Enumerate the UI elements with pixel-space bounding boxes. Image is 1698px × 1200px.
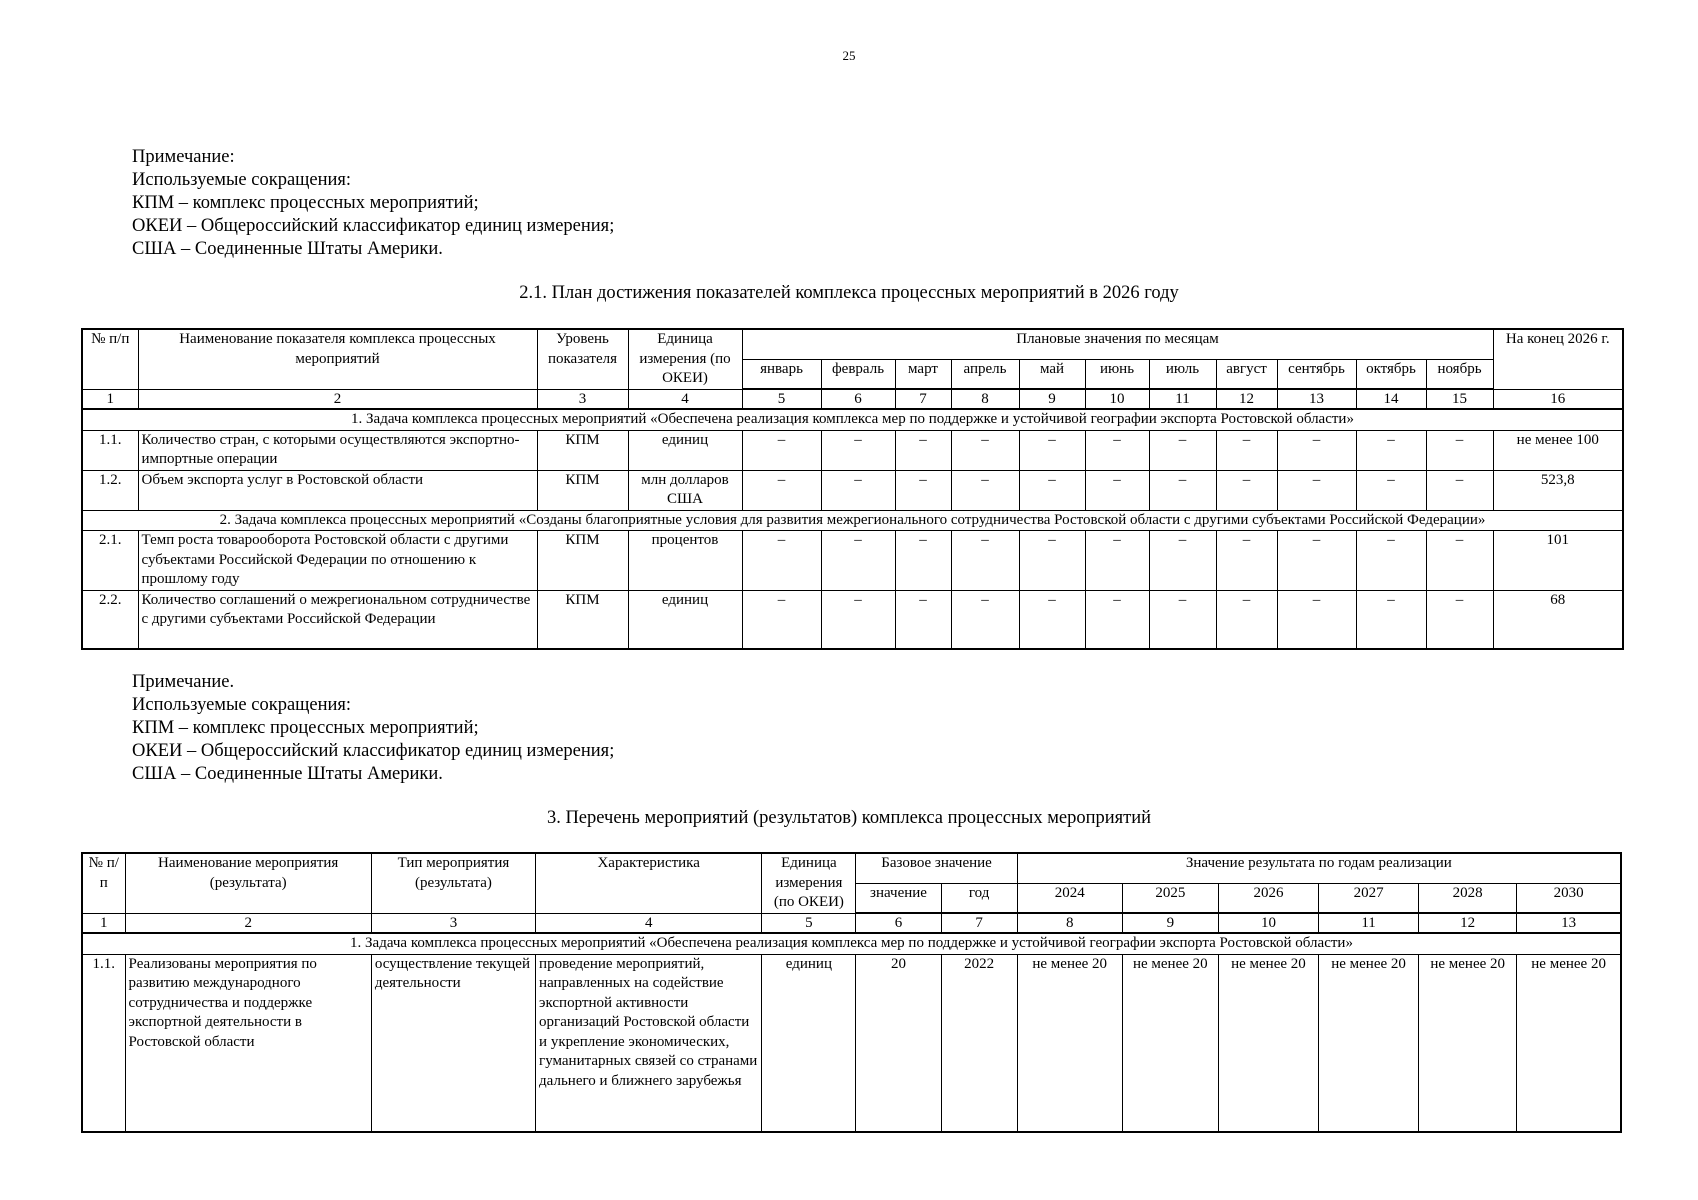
month-value: – xyxy=(821,590,895,649)
row-num: 1.2. xyxy=(82,470,138,510)
month-value: – xyxy=(1277,430,1356,470)
column-number: 5 xyxy=(742,389,821,409)
header-unit: Единица измерения (по ОКЕИ) xyxy=(628,329,742,389)
column-number: 8 xyxy=(1017,913,1122,933)
month-value: – xyxy=(951,531,1019,591)
header-month: январь xyxy=(742,359,821,389)
note-abbreviations-2 xyxy=(132,671,614,786)
column-number: 11 xyxy=(1319,913,1419,933)
header-year: 2028 xyxy=(1419,883,1517,913)
header-num: № п/п xyxy=(82,853,125,913)
activity-characteristic: проведение мероприятий, направленных на содействие экспортной активности организаций Ростовской области и укрепление экономических, гуманитарных связей со странами дальнего и ближнего зарубежья xyxy=(536,954,762,1132)
month-value: – xyxy=(895,590,951,649)
header-month: июнь xyxy=(1085,359,1149,389)
header-base-value: Базовое значение xyxy=(856,853,1017,883)
note-subtitle: Используемые сокращения: xyxy=(132,695,352,715)
header-month: сентябрь xyxy=(1277,359,1356,389)
task-1-row: 1. Задача комплекса процессных мероприятий «Обеспечена реализация комплекса мер по поддержке и устойчивой географии экспорта Ростовской области» xyxy=(82,933,1621,954)
row-num: 1.1. xyxy=(82,954,125,1132)
note-title: Примечание. xyxy=(132,672,235,692)
indicators-plan-table xyxy=(81,328,1624,650)
indicator-name: Количество стран, с которыми осуществляются экспортно-импортные операции xyxy=(138,430,537,470)
note-line: США – Соединенные Штаты Америки. xyxy=(132,239,443,259)
column-number: 9 xyxy=(1122,913,1218,933)
activities-list-table xyxy=(81,852,1622,1133)
task-1-row: 1. Задача комплекса процессных мероприятий «Обеспечена реализация комплекса мер по поддержке и устойчивой географии экспорта Ростовской области» xyxy=(82,409,1623,430)
month-value: – xyxy=(742,470,821,510)
month-value: – xyxy=(742,590,821,649)
header-years-title: Значение результата по годам реализации xyxy=(1017,853,1621,883)
month-value: – xyxy=(1277,590,1356,649)
header-year: 2026 xyxy=(1218,883,1318,913)
indicator-level: КПМ xyxy=(537,470,628,510)
base-value: 20 xyxy=(856,954,941,1132)
month-value: – xyxy=(1019,531,1085,591)
header-activity-type: Тип мероприятия (результата) xyxy=(371,853,535,913)
column-number: 8 xyxy=(951,389,1019,409)
column-number: 7 xyxy=(895,389,951,409)
year-value: не менее 20 xyxy=(1218,954,1318,1132)
indicator-unit: единиц xyxy=(628,430,742,470)
indicator-unit: процентов xyxy=(628,531,742,591)
month-value: – xyxy=(1019,470,1085,510)
column-number: 4 xyxy=(628,389,742,409)
indicator-level: КПМ xyxy=(537,590,628,649)
header-month: май xyxy=(1019,359,1085,389)
month-value: – xyxy=(1149,590,1216,649)
row-num: 2.1. xyxy=(82,531,138,591)
column-number: 11 xyxy=(1149,389,1216,409)
month-value: – xyxy=(951,430,1019,470)
month-value: – xyxy=(742,531,821,591)
note-line: США – Соединенные Штаты Америки. xyxy=(132,764,443,784)
column-number: 9 xyxy=(1019,389,1085,409)
header-indicator-name: Наименование показателя комплекса процессных мероприятий xyxy=(138,329,537,389)
note-line: ОКЕИ – Общероссийский классификатор единиц измерения; xyxy=(132,741,615,761)
indicator-level: КПМ xyxy=(537,430,628,470)
month-value: – xyxy=(821,470,895,510)
indicator-name: Объем экспорта услуг в Ростовской области xyxy=(138,470,537,510)
month-value: – xyxy=(1085,430,1149,470)
month-value: – xyxy=(1085,470,1149,510)
column-number: 12 xyxy=(1216,389,1277,409)
header-year: 2030 xyxy=(1517,883,1621,913)
header-num: № п/п xyxy=(82,329,138,389)
header-month: ноябрь xyxy=(1426,359,1493,389)
month-value: – xyxy=(1356,470,1426,510)
header-base-value-year: год xyxy=(941,883,1017,913)
indicator-unit: единиц xyxy=(628,590,742,649)
column-number: 12 xyxy=(1419,913,1517,933)
month-value: – xyxy=(821,430,895,470)
section-3-title: 3. Перечень мероприятий (результатов) комплекса процессных мероприятий xyxy=(546,808,1152,828)
month-value: – xyxy=(1216,590,1277,649)
activity-unit: единиц xyxy=(762,954,856,1132)
month-value: – xyxy=(895,430,951,470)
column-number: 7 xyxy=(941,913,1017,933)
header-month: март xyxy=(895,359,951,389)
end-of-year-value: не менее 100 xyxy=(1493,430,1623,470)
end-of-year-value: 101 xyxy=(1493,531,1623,591)
note-title: Примечание: xyxy=(132,147,235,167)
month-value: – xyxy=(951,590,1019,649)
indicator-unit: млн долларов США xyxy=(628,470,742,510)
year-value: не менее 20 xyxy=(1319,954,1419,1132)
month-value: – xyxy=(1426,590,1493,649)
year-value: не менее 20 xyxy=(1122,954,1218,1132)
month-value: – xyxy=(895,470,951,510)
month-value: – xyxy=(821,531,895,591)
month-value: – xyxy=(1019,590,1085,649)
column-number: 5 xyxy=(762,913,856,933)
month-value: – xyxy=(742,430,821,470)
column-number: 14 xyxy=(1356,389,1426,409)
month-value: – xyxy=(1149,430,1216,470)
page-number: 25 xyxy=(842,48,856,63)
year-value: не менее 20 xyxy=(1017,954,1122,1132)
task-2-row: 2. Задача комплекса процессных мероприятий «Созданы благоприятные условия для развития межрегионального сотрудничества Ростовской области с другими субъектами Российской Федерации» xyxy=(82,510,1623,531)
column-number: 4 xyxy=(536,913,762,933)
month-value: – xyxy=(1426,430,1493,470)
month-value: – xyxy=(1216,470,1277,510)
header-month: октябрь xyxy=(1356,359,1426,389)
row-num: 1.1. xyxy=(82,430,138,470)
column-number: 1 xyxy=(82,389,138,409)
note-abbreviations-1 xyxy=(132,146,614,261)
header-month: февраль xyxy=(821,359,895,389)
column-number: 2 xyxy=(125,913,371,933)
column-number: 10 xyxy=(1085,389,1149,409)
note-subtitle: Используемые сокращения: xyxy=(132,170,352,190)
header-year: 2024 xyxy=(1017,883,1122,913)
column-number: 15 xyxy=(1426,389,1493,409)
month-value: – xyxy=(1277,470,1356,510)
column-number: 13 xyxy=(1517,913,1621,933)
section-2-1-title: 2.1. План достижения показателей комплекса процессных мероприятий в 2026 году xyxy=(519,283,1179,303)
header-activity-name: Наименование мероприятия (результата) xyxy=(125,853,371,913)
column-number: 10 xyxy=(1218,913,1318,933)
row-num: 2.2. xyxy=(82,590,138,649)
column-number: 1 xyxy=(82,913,125,933)
column-number: 2 xyxy=(138,389,537,409)
month-value: – xyxy=(1085,590,1149,649)
header-month: апрель xyxy=(951,359,1019,389)
note-line: КПМ – комплекс процессных мероприятий; xyxy=(132,718,479,738)
header-year: 2027 xyxy=(1319,883,1419,913)
month-value: – xyxy=(1426,531,1493,591)
column-number: 3 xyxy=(537,389,628,409)
month-value: – xyxy=(1149,470,1216,510)
header-planned-months: Плановые значения по месяцам xyxy=(742,329,1493,359)
column-number: 3 xyxy=(371,913,535,933)
note-line: КПМ – комплекс процессных мероприятий; xyxy=(132,193,479,213)
month-value: – xyxy=(1085,531,1149,591)
end-of-year-value: 68 xyxy=(1493,590,1623,649)
month-value: – xyxy=(951,470,1019,510)
month-value: – xyxy=(1356,590,1426,649)
month-value: – xyxy=(1356,531,1426,591)
month-value: – xyxy=(1426,470,1493,510)
indicator-name: Количество соглашений о межрегиональном сотрудничестве с другими субъектами Российской Федерации xyxy=(138,590,537,649)
header-end-of-year: На конец 2026 г. xyxy=(1493,329,1623,389)
indicator-level: КПМ xyxy=(537,531,628,591)
month-value: – xyxy=(1019,430,1085,470)
header-base-value-value: значение xyxy=(856,883,941,913)
month-value: – xyxy=(895,531,951,591)
column-number: 16 xyxy=(1493,389,1623,409)
month-value: – xyxy=(1216,531,1277,591)
header-month: июль xyxy=(1149,359,1216,389)
end-of-year-value: 523,8 xyxy=(1493,470,1623,510)
base-year: 2022 xyxy=(941,954,1017,1132)
year-value: не менее 20 xyxy=(1517,954,1621,1132)
header-month: август xyxy=(1216,359,1277,389)
header-year: 2025 xyxy=(1122,883,1218,913)
column-number: 13 xyxy=(1277,389,1356,409)
month-value: – xyxy=(1149,531,1216,591)
column-number: 6 xyxy=(856,913,941,933)
month-value: – xyxy=(1356,430,1426,470)
note-line: ОКЕИ – Общероссийский классификатор единиц измерения; xyxy=(132,216,615,236)
header-characteristic: Характеристика xyxy=(536,853,762,913)
indicator-name: Темп роста товарооборота Ростовской области с другими субъектами Российской Федерации по отношению к прошлому году xyxy=(138,531,537,591)
month-value: – xyxy=(1277,531,1356,591)
month-value: – xyxy=(1216,430,1277,470)
header-level: Уровень показателя xyxy=(537,329,628,389)
column-number: 6 xyxy=(821,389,895,409)
activity-name: Реализованы мероприятия по развитию международного сотрудничества и поддержке экспортной деятельности в Ростовской области xyxy=(125,954,371,1132)
activity-type: осуществление текущей деятельности xyxy=(371,954,535,1132)
year-value: не менее 20 xyxy=(1419,954,1517,1132)
header-unit: Единица измерения (по ОКЕИ) xyxy=(762,853,856,913)
